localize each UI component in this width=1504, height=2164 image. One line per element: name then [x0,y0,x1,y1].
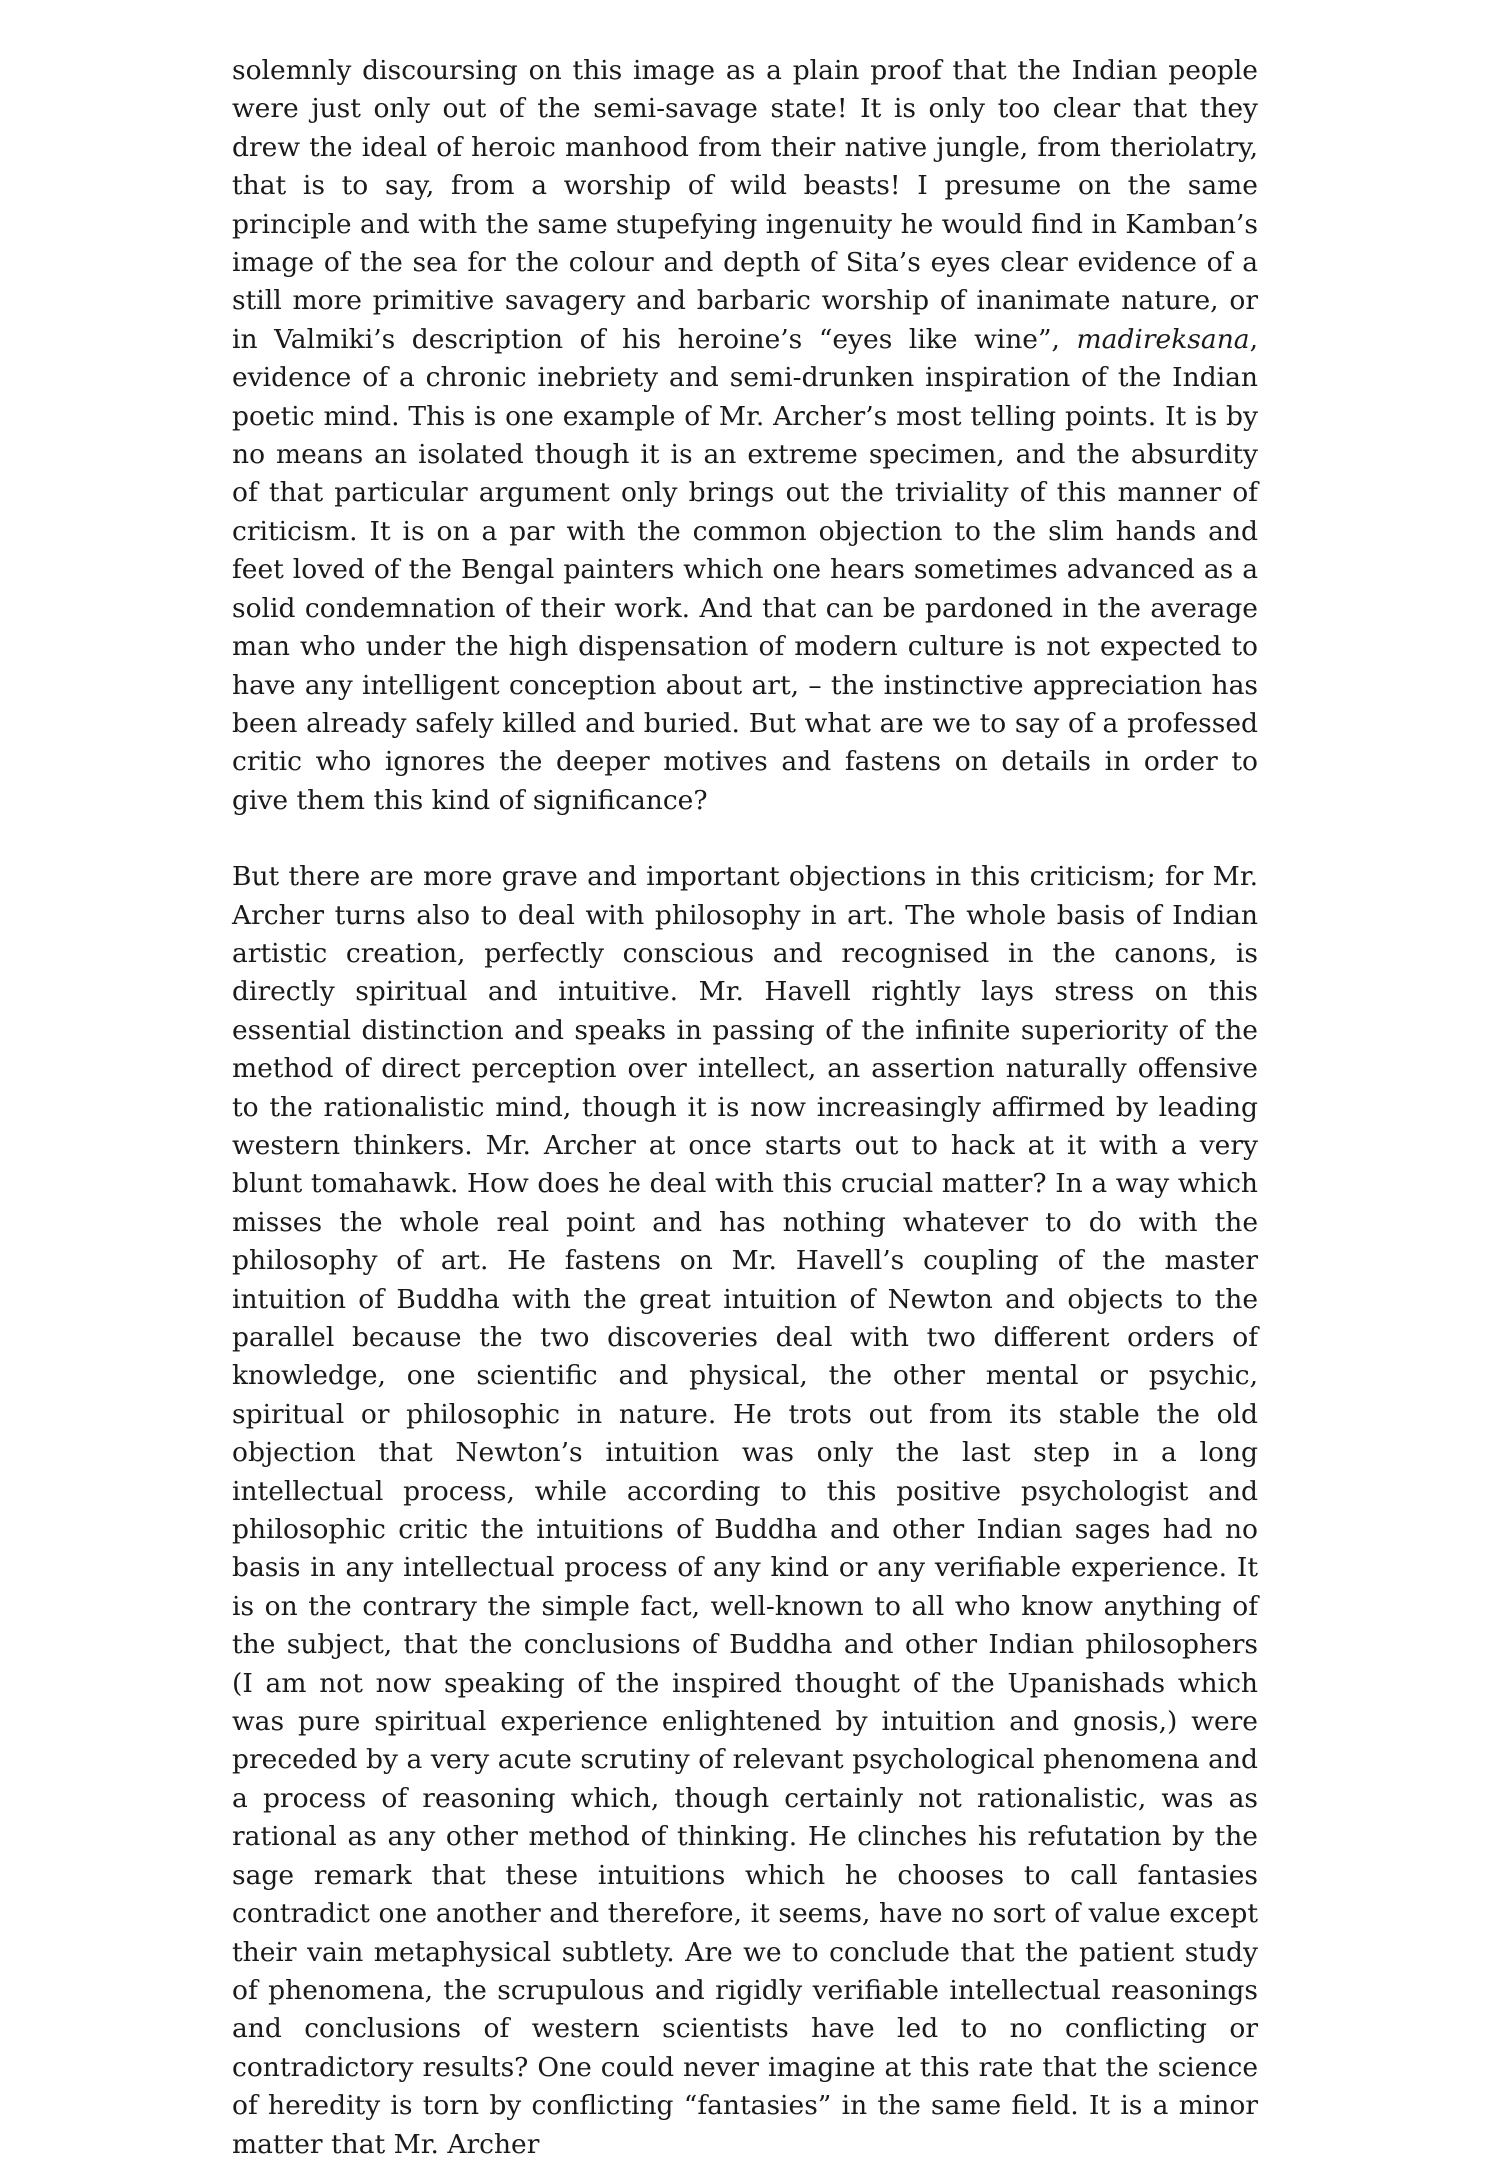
document-page [232,52,1258,2164]
paragraph-2: But there are more grave and important objections in this criticism; for Mr. Archer turns also to deal with philosophy in art. The whole basis of Indian artistic creation, perfectly conscious and recognised in the canons, is directly spiritual and intuitive. Mr. Havell rightly lays stress on this essential distinction and speaks in passing of the infinite superiority of the method of direct perception over intellect, an assertion naturally offensive to the rationalistic mind, though it is now increasingly affirmed by leading western thinkers. Mr. Archer at once starts out to hack at it with a very blunt tomahawk. How does he deal with this crucial matter? In a way which misses the whole real point and has nothing whatever to do with the philosophy of art. He fastens on Mr. Havell’s coupling of the master intuition of Buddha with the great intuition of Newton and objects to the parallel because the two discoveries deal with two different orders of knowledge, one scientific and physical, the other mental or psychic, spiritual or philosophic in nature. He trots out from its stable the old objection that Newton’s intuition was only the last step in a long intellectual process, while according to this positive psychologist and philosophic critic the intuitions of Buddha and other Indian sages had no basis in any intellectual process of any kind or any verifiable experience. It is on the contrary the simple fact, well-known to all who know anything of the subject, that the conclusions of Buddha and other Indian philosophers (I am not now speaking of the inspired thought of the Upanishads which was pure spiritual experience enlightened by intuition and gnosis,) were preceded by a very acute scrutiny of relevant psychological phenomena and a process of reasoning which, though certainly not rationalistic, was as rational as any other method of thinking. He clinches his refutation by the sage remark that these intuitions which he chooses to call fantasies contradict one another and therefore, it seems, have no sort of value except their vain metaphysical subtlety. Are we to conclude that the patient study of phenomena, the scrupulous and rigidly verifiable intellectual reasonings and conclusions of western scientists have led to no conflicting or contradictory results? One could never imagine at this rate that the science of heredity is torn by conflicting “fantasies” in the same field. It is a minor matter that Mr. Archer [232,861,1258,2160]
paragraph-1 [232,52,1258,820]
paragraph-1-text-end: , evidence of a chronic inebriety and semi-drunken inspiration of the Indian poetic mind. This is one example of Mr. Archer’s most telling points. It is by no means an isolated though it is an extreme specimen, and the absurdity of that particular argument only brings out the triviality of this manner of criticism. It is on a par with the common objection to the slim hands and feet loved of the Bengal painters which one hears sometimes advanced as a solid condemnation of their work. And that can be pardoned in the average man who under the high dispensation of modern culture is not expected to have any intelligent conception about art, – the instinctive appreciation has been already safely killed and buried. But what are we to say of a professed critic who ignores the deeper motives and fastens on details in order to give them this kind of significance? [232,323,1258,816]
paragraph-1-italic-term: madireksana [1076,323,1250,355]
paragraph-1-text-start: solemnly discoursing on this image as a plain proof that the Indian people were just only out of the semi-savage state! It is only too clear that they drew the ideal of heroic manhood from their native jungle, from theriolatry, that is to say, from a worship of wild beasts! I presume on the same principle and with the same stupefying ingenuity he would find in Kamban’s image of the sea for the colour and depth of Sita’s eyes clear evidence of a still more primitive savagery and barbaric worship of inanimate nature, or in Valmiki’s description of his heroine’s “eyes like wine”, [232,55,1258,355]
